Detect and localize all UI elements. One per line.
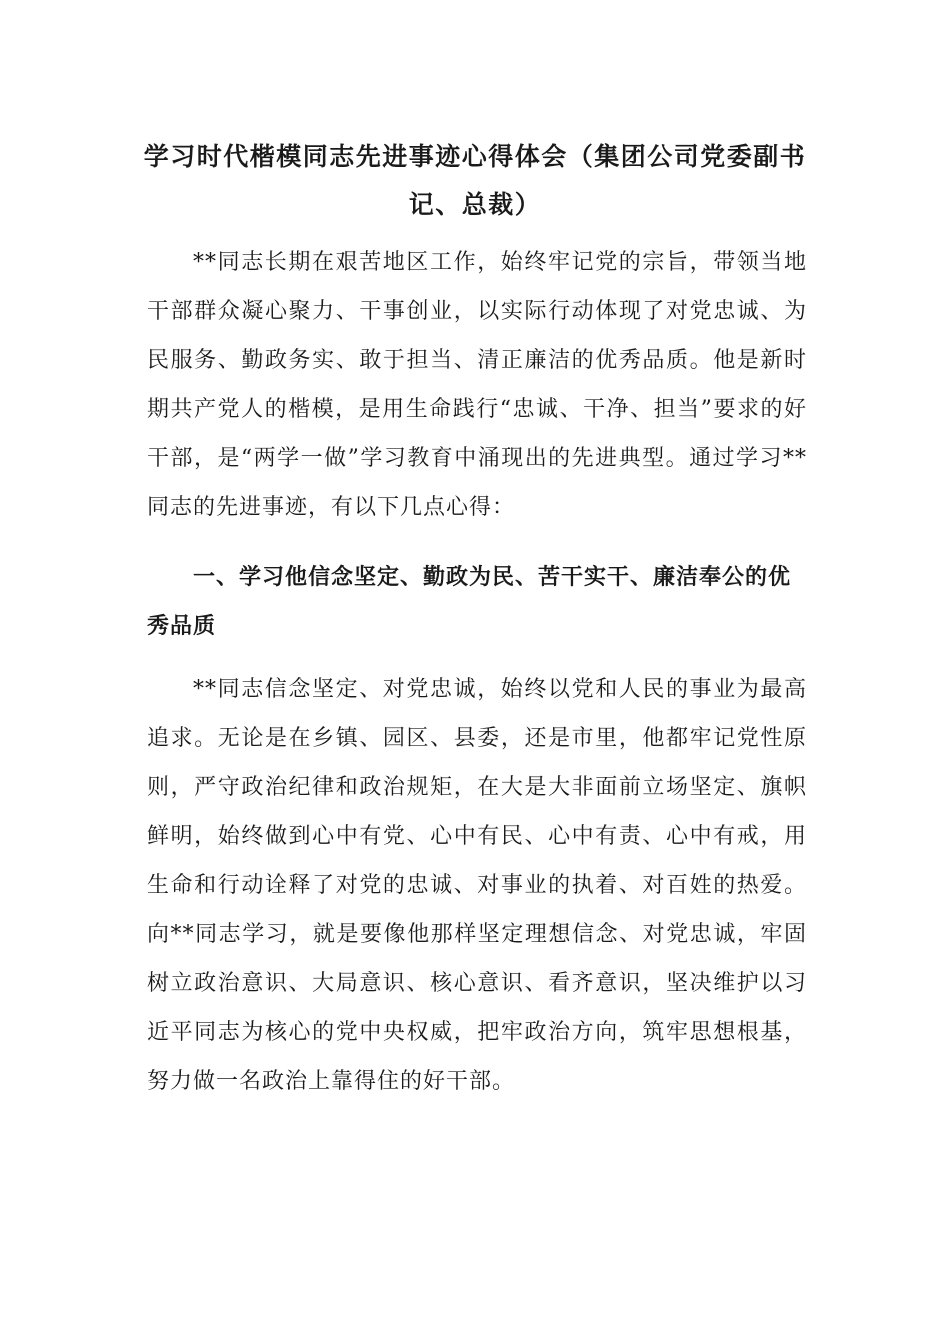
- section-paragraph: **同志信念坚定、对党忠诚，始终以党和人民的事业为最高追求。无论是在乡镇、园区、县委，还是市里，他都牢记党性原则，严守政治纪律和政治规矩，在大是大非面前立场坚定、旗帜鲜明，始终做到心中有党、心中有民、心中有责、心中有戒，用生命和行动诠释了对党的忠诚、对事业的执着、对百姓的热爱。向**同志学习，就是要像他那样坚定理想信念、对党忠诚，牢固树立政治意识、大局意识、核心意识、看齐意识，坚决维护以习近平同志为核心的党中央权威，把牢政治方向，筑牢思想根基，努力做一名政治上靠得住的好干部。: [147, 677, 807, 1094]
- document-title: 学习时代楷模同志先进事迹心得体会（集团公司党委副书记、总裁）: [143, 142, 807, 219]
- intro-paragraph: **同志长期在艰苦地区工作，始终牢记党的宗旨，带领当地干部群众凝心聚力、干事创业，以实际行动体现了对党忠诚、为民服务、勤政务实、敢于担当、清正廉洁的优秀品质。他是新时期共产党人的楷模，是用生命践行“忠诚、干净、担当”要求的好干部，是“两学一做”学习教育中涌现出的先进典型。通过学习**同志的先进事迹，有以下几点心得：: [147, 250, 807, 520]
- section-heading: 一、学习他信念坚定、勤政为民、苦干实干、廉洁奉公的优秀品质: [147, 565, 792, 639]
